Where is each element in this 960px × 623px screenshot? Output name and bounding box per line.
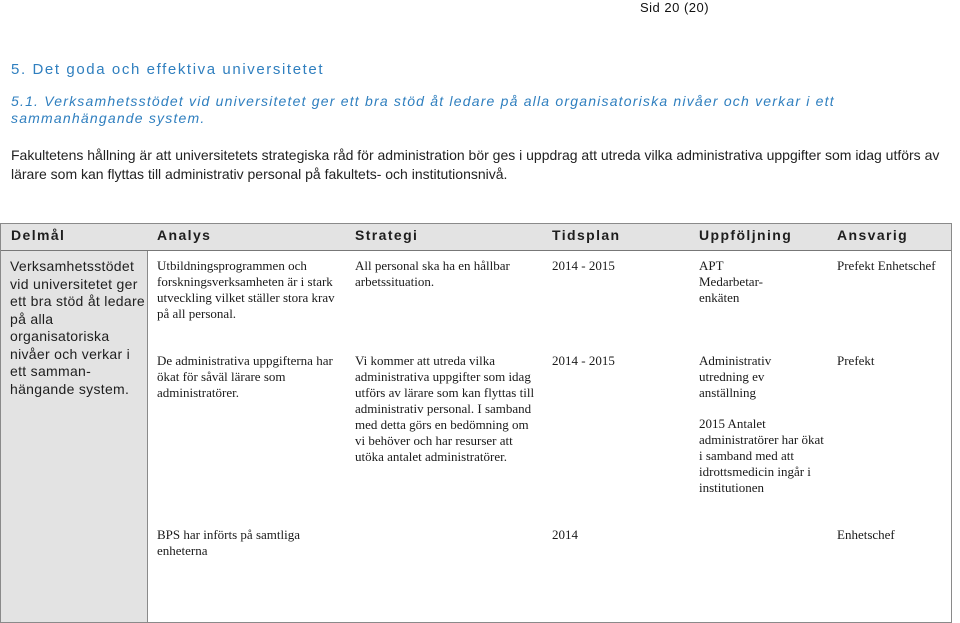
subsection-heading: 5.1. Verksamhetsstödet vid universitetet ger ett bra stöd åt ledare på alla organisatoriska nivåer och verkar i ett sammanhängande system. xyxy=(11,93,835,126)
row-2-analys: De administrativa uppgifterna har ökat för såväl lärare som administratörer. xyxy=(157,353,333,400)
row-1-analys: Utbildningsprogrammen och forskningsverksamheten är i stark utveckling vilket ställer stora krav på all personal. xyxy=(157,258,335,321)
row-2-tidsplan: 2014 - 2015 xyxy=(552,353,615,368)
header-ansvarig: Ansvarig xyxy=(837,227,909,243)
row-1-strategi: All personal ska ha en hållbar arbetssituation. xyxy=(355,258,510,289)
row-2-uppfoljning-note: 2015 Antalet administratörer har ökat i samband med att idrottsmedicin ingår i institutionen xyxy=(699,416,824,495)
table-header-row xyxy=(1,224,951,251)
row-2-strategi: Vi kommer att utreda vilka administrativa uppgifter som idag utförs av lärare som kan flyttas till administrativ personal. I samband med detta görs en bedömning om vi behöver och har resurser att utöka antalet administratörer. xyxy=(355,353,535,464)
page-number: Sid 20 (20) xyxy=(640,0,710,15)
header-strategi: Strategi xyxy=(355,227,419,243)
section-heading: 5. Det goda och effektiva universitetet xyxy=(11,61,325,78)
header-uppfoljning: Uppföljning xyxy=(699,227,793,243)
row-2-ansvarig: Prefekt xyxy=(837,353,875,368)
row-3-tidsplan: 2014 xyxy=(552,527,578,542)
goals-table xyxy=(0,223,952,623)
row-2-uppfoljning: Administrativ utredning ev anställning xyxy=(699,353,772,400)
row-1-tidsplan: 2014 - 2015 xyxy=(552,258,615,273)
row-1-ansvarig: Prefekt Enhetschef xyxy=(837,258,936,273)
row-3-analys: BPS har införts på samtliga enheterna xyxy=(157,527,300,558)
body-paragraph: Fakultetens hållning är att universitetets strategiska råd för administration bör ges i uppdrag att utreda vilka administrativa uppgifter som idag utförs av lärare som kan flyttas till administrativ personal på fakultets- och institutionsnivå. xyxy=(11,147,940,182)
row-3-ansvarig: Enhetschef xyxy=(837,527,895,542)
row-1-uppfoljning: APT Medarbetar-enkäten xyxy=(699,258,763,305)
header-tidsplan: Tidsplan xyxy=(552,227,621,243)
goal-cell: Verksamhetsstödet vid universitetet ger ett bra stöd åt ledare på alla organisatoriska nivåer och verkar i ett samman-hängande system. xyxy=(10,258,146,397)
header-delmal: Delmål xyxy=(11,227,66,243)
header-analys: Analys xyxy=(157,227,212,243)
